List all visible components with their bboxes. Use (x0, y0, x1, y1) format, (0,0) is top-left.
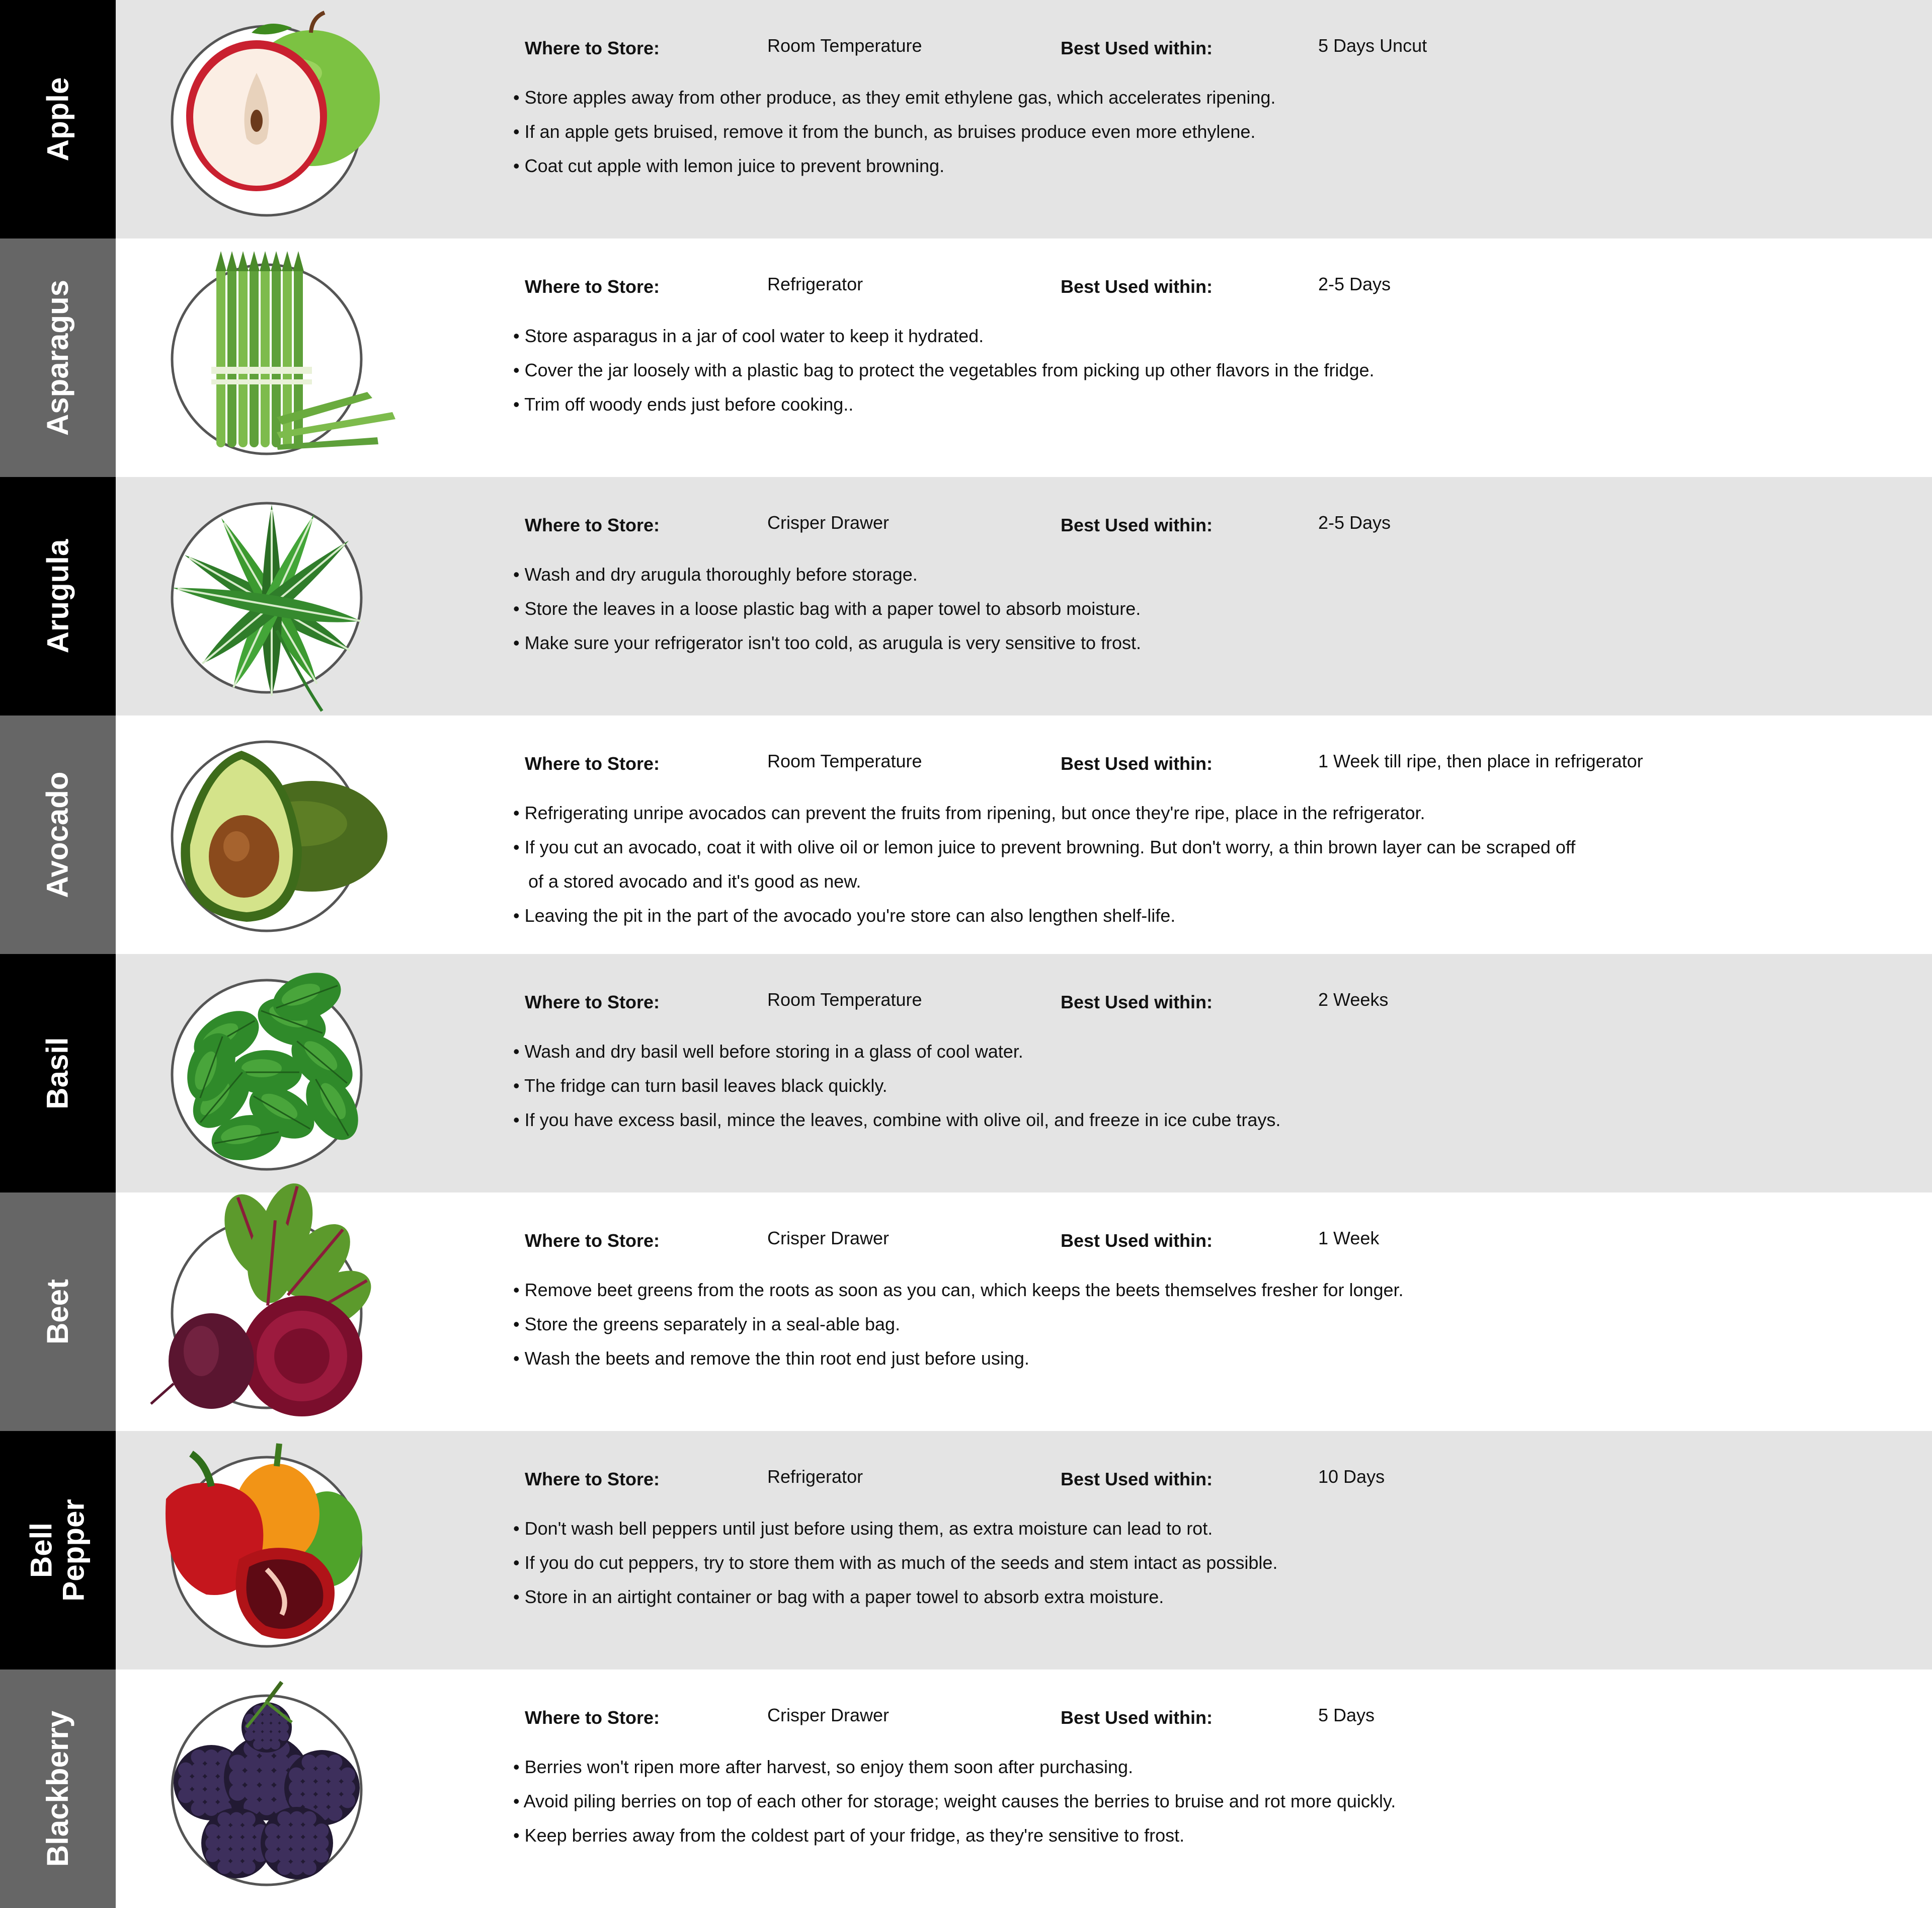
best-used-within-label: Best Used within: (1061, 515, 1213, 535)
best-used-within-value: 1 Week (1318, 1228, 1380, 1248)
produce-name: Bell Pepper (24, 1499, 91, 1602)
produce-name: Avocado (41, 771, 75, 898)
storage-tip: • Keep berries away from the coldest part of your fridge, as they're sensitive to frost. (513, 1825, 1185, 1846)
where-to-store-value: Room Temperature (767, 751, 922, 771)
produce-row (0, 238, 1932, 477)
storage-tip: • Leaving the pit in the part of the avocado you're store can also lengthen shelf-life. (513, 905, 1176, 926)
produce-name-sidebar (0, 0, 116, 238)
best-used-within-label: Best Used within: (1061, 992, 1213, 1012)
best-used-within-label: Best Used within: (1061, 276, 1213, 297)
storage-tips-list (513, 1750, 1801, 1853)
storage-tip: • Store asparagus in a jar of cool water to keep it hydrated. (513, 326, 984, 346)
storage-tip: • Berries won't ripen more after harvest, so enjoy them soon after purchasing. (513, 1757, 1134, 1777)
best-used-within-label: Best Used within: (1061, 1469, 1213, 1489)
storage-tip: • Store the leaves in a loose plastic bag with a paper towel to absorb moisture. (513, 598, 1141, 619)
storage-tips-list (513, 796, 1801, 933)
storage-tip: • Coat cut apple with lemon juice to prevent browning. (513, 155, 945, 176)
produce-name-sidebar (0, 238, 116, 477)
where-to-store-value: Room Temperature (767, 989, 922, 1010)
where-to-store-value: Refrigerator (767, 1466, 863, 1487)
storage-tip: • Store in an airtight container or bag with a paper towel to absorb extra moisture. (513, 1586, 1164, 1607)
produce-name-sidebar (0, 1192, 116, 1431)
storage-tip: • Store apples away from other produce, as they emit ethylene gas, which accelerates ripening. (513, 87, 1276, 108)
best-used-within-value: 2-5 Days (1318, 512, 1391, 533)
best-used-within-value: 5 Days Uncut (1318, 35, 1427, 56)
best-used-within-label: Best Used within: (1061, 753, 1213, 774)
storage-tips-list (513, 1273, 1801, 1376)
where-to-store-label: Where to Store: (525, 753, 660, 774)
arugula-icon (151, 490, 387, 706)
produce-name-sidebar (0, 954, 116, 1192)
produce-row (0, 1670, 1932, 1908)
storage-tip: • Store the greens separately in a seal-able bag. (513, 1314, 901, 1334)
produce-name: Blackberry (41, 1710, 75, 1867)
storage-tip: • If you have excess basil, mince the leaves, combine with olive oil, and freeze in ice cube trays. (513, 1109, 1281, 1130)
produce-name-sidebar (0, 1670, 116, 1908)
storage-tip: of a stored avocado and it's good as new. (513, 871, 861, 892)
storage-tip: • Wash and dry basil well before storing in a glass of cool water. (513, 1041, 1023, 1062)
apple-icon (151, 13, 387, 229)
where-to-store-label: Where to Store: (525, 1230, 660, 1251)
storage-tip: • Don't wash bell peppers until just before using them, as extra moisture can lead to rot. (513, 1518, 1213, 1539)
where-to-store-value: Refrigerator (767, 274, 863, 294)
storage-tip: • Make sure your refrigerator isn't too cold, as arugula is very sensitive to frost. (513, 632, 1141, 653)
best-used-within-value: 2-5 Days (1318, 274, 1391, 294)
storage-tip: • If you cut an avocado, coat it with olive oil or lemon juice to prevent browning. But don't worry, a thin brown layer can be scraped off (513, 837, 1576, 857)
best-used-within-label: Best Used within: (1061, 1707, 1213, 1728)
where-to-store-label: Where to Store: (525, 515, 660, 535)
storage-tip: • The fridge can turn basil leaves black quickly. (513, 1075, 888, 1096)
blackberry-icon (151, 1682, 387, 1898)
where-to-store-value: Crisper Drawer (767, 1705, 890, 1725)
where-to-store-value: Room Temperature (767, 35, 922, 56)
produce-name: Beet (41, 1279, 74, 1345)
asparagus-icon (151, 251, 387, 467)
best-used-within-value: 1 Week till ripe, then place in refrigerator (1318, 751, 1643, 771)
storage-tip: • Wash the beets and remove the thin root end just before using. (513, 1348, 1029, 1369)
produce-row (0, 477, 1932, 716)
storage-tip: • Avoid piling berries on top of each other for storage; weight causes the berries to bruise and rot more quickly. (513, 1791, 1396, 1811)
produce-name: Basil (40, 1037, 74, 1109)
storage-tips-list (513, 319, 1801, 422)
where-to-store-label: Where to Store: (525, 38, 660, 58)
where-to-store-value: Crisper Drawer (767, 1228, 890, 1248)
storage-tip: • Trim off woody ends just before cooking.. (513, 394, 854, 415)
best-used-within-value: 10 Days (1318, 1466, 1385, 1487)
bell-pepper-icon (151, 1444, 387, 1660)
where-to-store-value: Crisper Drawer (767, 512, 890, 533)
produce-row (0, 0, 1932, 238)
where-to-store-label: Where to Store: (525, 1707, 660, 1728)
storage-tip: • Refrigerating unripe avocados can prevent the fruits from ripening, but once they're ripe, place in the refrigerator. (513, 803, 1425, 823)
produce-row (0, 716, 1932, 954)
storage-tips-list (513, 1035, 1801, 1137)
basil-icon (151, 967, 387, 1183)
best-used-within-label: Best Used within: (1061, 1230, 1213, 1251)
storage-tips-list (513, 81, 1801, 183)
storage-tip: • Remove beet greens from the roots as soon as you can, which keeps the beets themselves fresher for longer. (513, 1280, 1404, 1300)
produce-name-sidebar (0, 716, 116, 954)
best-used-within-value: 2 Weeks (1318, 989, 1389, 1010)
produce-row (0, 1431, 1932, 1670)
produce-name: Asparagus (41, 279, 75, 436)
storage-tip: • If an apple gets bruised, remove it from the bunch, as bruises produce even more ethylene. (513, 121, 1256, 142)
where-to-store-label: Where to Store: (525, 1469, 660, 1489)
produce-name: Apple (40, 77, 74, 162)
produce-row (0, 1192, 1932, 1431)
avocado-icon (151, 728, 387, 944)
storage-tips-list (513, 1512, 1801, 1614)
best-used-within-value: 5 Days (1318, 1705, 1375, 1725)
produce-name: Arugula (40, 539, 74, 654)
produce-name-sidebar (0, 477, 116, 716)
produce-row (0, 954, 1932, 1192)
beet-icon (151, 1205, 387, 1421)
where-to-store-label: Where to Store: (525, 276, 660, 297)
produce-name-sidebar (0, 1431, 116, 1670)
storage-tip: • Wash and dry arugula thoroughly before storage. (513, 564, 918, 585)
storage-tip: • If you do cut peppers, try to store them with as much of the seeds and stem intact as possible. (513, 1552, 1278, 1573)
best-used-within-label: Best Used within: (1061, 38, 1213, 58)
storage-tip: • Cover the jar loosely with a plastic bag to protect the vegetables from picking up other flavors in the fridge. (513, 360, 1375, 380)
where-to-store-label: Where to Store: (525, 992, 660, 1012)
storage-tips-list (513, 558, 1801, 660)
